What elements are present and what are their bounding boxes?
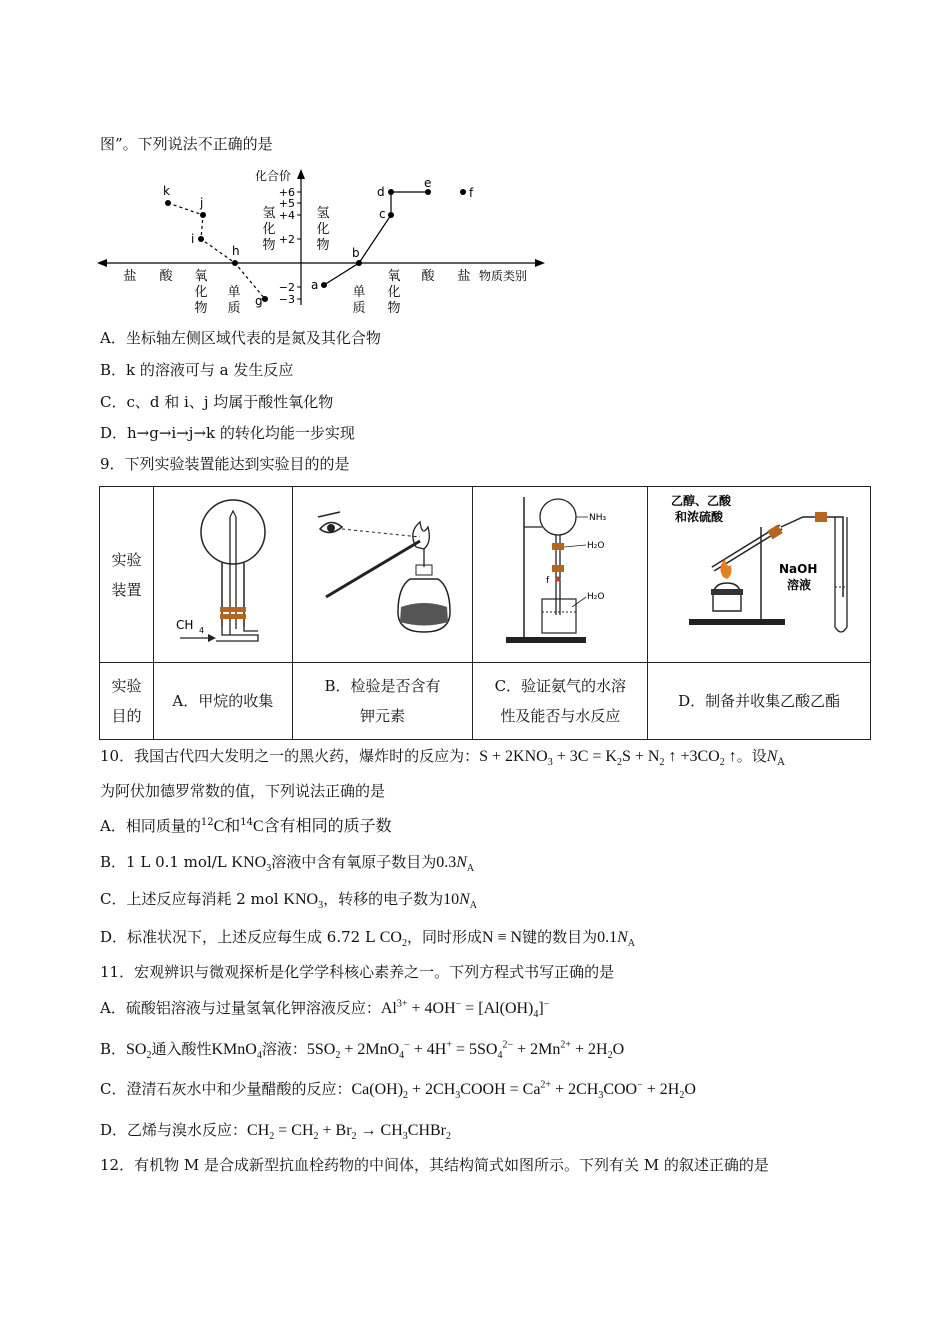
q11-stem: 11．宏观辨识与微观探析是化学学科核心素养之一。下列方程式书写正确的是 <box>100 963 615 981</box>
ammonia-fountain-icon <box>476 487 644 652</box>
q10-option-b: B．1 L 0.1 mol/L $KNO_3$溶液中含有氧原子数目为$0.3N_A$ <box>100 853 475 875</box>
x-category-element-right <box>352 285 365 316</box>
point-label-k: k <box>163 184 170 198</box>
point-g <box>262 296 268 302</box>
apparatus-d-cell <box>648 487 871 663</box>
apparatus-c-cell <box>473 487 648 663</box>
svg-text:化: 化 <box>387 285 401 300</box>
y-tick-label: +6 <box>278 186 295 199</box>
point-label-i: i <box>191 232 195 246</box>
point-label-c: c <box>379 207 386 221</box>
purpose-c: C．验证氨气的水溶 性及能否与水反应 <box>473 663 648 740</box>
x-category-acid-left: 酸 <box>159 269 173 284</box>
x-category-oxide-right <box>387 269 400 316</box>
gas-collection-flask-icon <box>158 487 288 652</box>
point-label-g: g <box>255 294 263 308</box>
point-label-h: h <box>232 244 240 258</box>
q11-option-d: D．乙烯与溴水反应：$CH_2 = CH_2 + Br_2$ → $CH_3CHBr_2$ <box>100 1121 452 1143</box>
point-label-e: e <box>424 176 432 190</box>
h2o-dropper-label: H₂O <box>587 541 605 551</box>
q10-option-d: D．标准状况下，上述反应每生成 6.72 L $CO_2$，同时形成N ≡ N键的数目为$0.1N_A$ <box>100 928 636 950</box>
point-label-f: f <box>469 186 474 200</box>
x-category-oxide-left <box>194 269 207 316</box>
row-header-apparatus: 实验 装置 <box>100 487 154 663</box>
gunpowder-equation: $S + 2KNO_3 + 3C = K_2S + N_2$ ↑ $+3CO_2$ ↑ <box>479 748 737 769</box>
q9-stem: 9．下列实验装置能达到实验目的的是 <box>100 455 350 473</box>
flame-test-icon <box>298 487 468 652</box>
x-axis-left-arrow-icon <box>97 259 107 267</box>
row-header-purpose: 实验 目的 <box>100 663 154 740</box>
q11-option-c: C．澄清石灰水中和少量醋酸的反应：$Ca(OH)_2$ + $2CH_3COOH = Ca^{2+} + 2CH_3COO^- + 2H_2O$ <box>100 1079 696 1102</box>
q11-option-b: B．$SO_2$通入酸性KMnO$_4$溶液：$5SO_2 + 2MnO_4^- + 4H^+ = 5SO_4^{2-} + 2Mn^{2+} + 2H_2O$ <box>100 1039 625 1062</box>
point-label-d: d <box>377 185 385 199</box>
point-b <box>356 260 362 266</box>
q9-experiment-table <box>99 486 871 740</box>
hydride-label-right: 物 <box>316 238 330 253</box>
naoh-label: 溶液 <box>787 578 812 592</box>
q10-stem-line-1: 10．我国古代四大发明之一的黑火药，爆炸时的反应为：$S + 2KNO_3 + 3C = K_2S + N_2$ ↑ $+3CO_2$ ↑。设$N_A$ <box>100 747 785 769</box>
q8-option-b: B．k 的溶液可与 a 发生反应 <box>100 361 294 379</box>
h2o-beaker-label: H₂O <box>587 592 605 602</box>
ch4-label: CH <box>175 618 194 632</box>
svg-text:氧: 氧 <box>387 269 401 284</box>
svg-text:物: 物 <box>194 301 208 316</box>
point-f <box>460 189 466 195</box>
x-category-element-left <box>227 285 240 316</box>
point-k <box>165 200 171 206</box>
purpose-a: A．甲烷的收集 <box>153 663 292 740</box>
x-category-acid-right: 酸 <box>421 269 435 284</box>
y-tick-label: −2 <box>278 281 295 294</box>
q10-stem-line-2: 为阿伏加德罗常数的值，下列说法正确的是 <box>100 782 386 800</box>
svg-text:单: 单 <box>352 285 366 300</box>
q10-option-c: C．上述反应每消耗 2 mol $KNO_3$，转移的电子数为$10N_A$ <box>100 890 477 912</box>
x-axis-right-arrow-icon <box>535 259 545 267</box>
hydride-label-right: 化 <box>316 222 330 237</box>
right-branch-solid-path <box>324 192 428 285</box>
svg-text:物: 物 <box>387 301 401 316</box>
flame-icon <box>412 522 429 549</box>
y-tick-label: −3 <box>278 293 295 306</box>
point-label-a: a <box>311 278 319 292</box>
hydride-label-left: 氢 <box>262 206 276 221</box>
naoh-label: NaOH <box>779 562 818 576</box>
point-label-j: j <box>200 196 204 210</box>
y-tick-label: +2 <box>278 233 295 246</box>
q8-option-d: D．h→g→i→j→k 的转化均能一步实现 <box>100 424 355 442</box>
y-tick-label: +4 <box>278 209 295 222</box>
ester-preparation-icon <box>653 487 865 652</box>
svg-text:单: 单 <box>227 285 241 300</box>
nh3-label: NH₃ <box>589 513 607 523</box>
point-h <box>232 260 238 266</box>
q8-option-c: C．c、d 和 i、j 均属于酸性氧化物 <box>100 393 334 411</box>
apparatus-b-cell <box>292 487 473 663</box>
svg-text:4: 4 <box>198 626 204 635</box>
svg-text:化: 化 <box>194 285 208 300</box>
valence-category-diagram <box>95 163 555 323</box>
q11-option-a: A．硫酸铝溶液与过量氢氧化钾溶液反应：$Al^{3+} + 4OH^- = [Al(OH)_4]^-$ <box>100 998 550 1021</box>
y-tick-label: +5 <box>278 197 295 210</box>
svg-text:质: 质 <box>352 301 366 316</box>
left-branch-dashed-path <box>168 203 265 299</box>
purpose-b: B．检验是否含有 钾元素 <box>292 663 473 740</box>
point-d <box>388 189 394 195</box>
apparatus-a-cell <box>153 487 292 663</box>
q8-option-a: A．坐标轴左侧区域代表的是氮及其化合物 <box>100 329 381 347</box>
x-category-salt-left: 盐 <box>123 269 137 284</box>
q8-intro: 图”。下列说法不正确的是 <box>100 135 273 153</box>
point-label-b: b <box>352 246 360 260</box>
hydride-label-right: 氢 <box>316 206 330 221</box>
y-axis-arrow-icon <box>297 169 305 179</box>
hydride-label-left: 化 <box>262 222 276 237</box>
point-a <box>321 282 327 288</box>
reagent-label: 乙醇、乙酸 <box>671 494 732 508</box>
x-axis-title: 物质类别 <box>479 269 528 283</box>
svg-text:质: 质 <box>227 301 241 316</box>
reagent-label: 和浓硫酸 <box>675 510 724 524</box>
purpose-d: D．制备并收集乙酸乙酯 <box>648 663 871 740</box>
y-axis-title: 化合价 <box>255 169 292 183</box>
svg-text:氧: 氧 <box>194 269 208 284</box>
x-category-salt-right: 盐 <box>457 269 471 284</box>
q12-stem: 12．有机物 M 是合成新型抗血栓药物的中间体，其结构简式如图所示。下列有关 M 的叙述正确的是 <box>100 1156 769 1174</box>
point-j <box>200 212 206 218</box>
point-i <box>198 236 204 242</box>
q10-option-a: A．相同质量的$^{12}$C和$^{14}$C含有相同的质子数 <box>100 817 392 835</box>
point-c <box>388 212 394 218</box>
hydride-label-left: 物 <box>262 238 276 253</box>
clamp-f-label: f <box>546 576 550 586</box>
